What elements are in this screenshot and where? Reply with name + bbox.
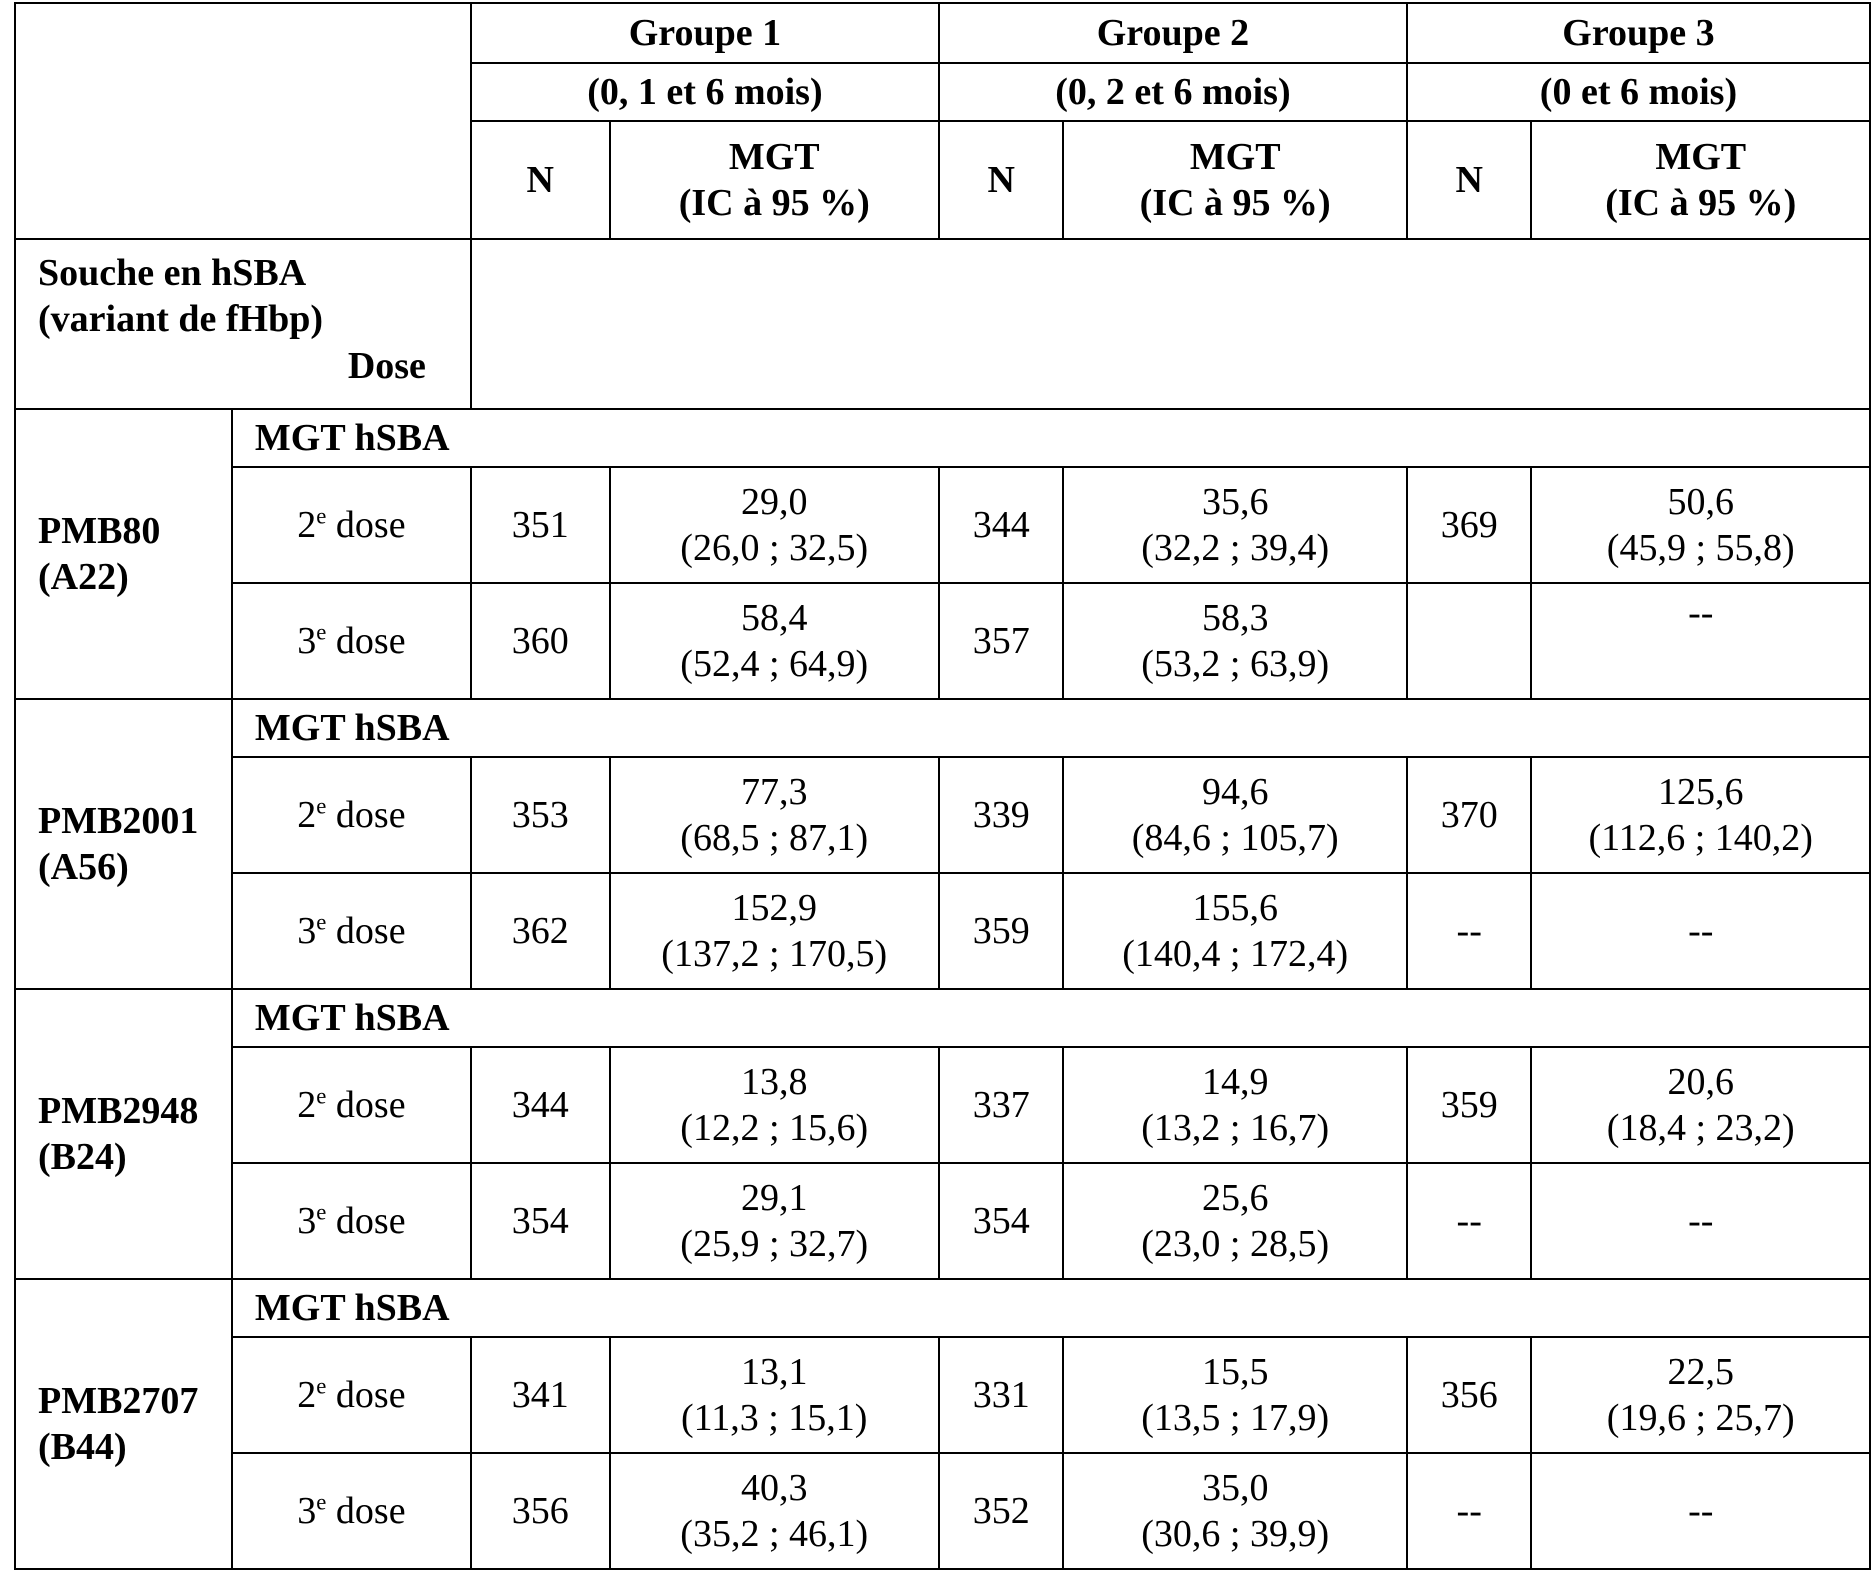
g2-mgt-value: 58,3 (1201, 596, 1269, 639)
strain-section-row (15, 989, 1870, 1047)
g3-mgt-cell (1531, 1453, 1870, 1569)
g3-n-cell: 359 (1407, 1047, 1532, 1163)
g1-mgt-value: 13,8 (740, 1060, 808, 1103)
g2-ci-value: (30,6 ; 39,9) (1141, 1513, 1330, 1555)
mgt-header-line2: (IC à 95 %) (1139, 182, 1331, 224)
group-1-header (471, 3, 939, 63)
group-3-header (1407, 3, 1870, 63)
g2-mgt-cell (1063, 873, 1406, 989)
dose-cell (232, 467, 471, 583)
mgt-hsba-label: MGT hSBA (232, 989, 1870, 1047)
g2-n-cell: 339 (939, 757, 1064, 873)
dose-number: 3 (297, 1199, 317, 1242)
g1-mgt-cell (610, 1163, 939, 1279)
g2-n-cell: 331 (939, 1337, 1064, 1453)
g3-mgt-cell (1531, 583, 1870, 699)
dose-cell (232, 1047, 471, 1163)
dose-ordinal: e (316, 909, 327, 935)
dose-word: dose (335, 619, 406, 662)
dose-ordinal: e (316, 1373, 327, 1399)
dose-number: 2 (297, 503, 317, 546)
g1-n-cell: 353 (471, 757, 610, 873)
group-1-name: Groupe 1 (628, 11, 782, 54)
table-row (15, 1453, 1870, 1569)
dose-number: 3 (297, 1489, 317, 1532)
dose-cell (232, 1163, 471, 1279)
g2-n-cell: 337 (939, 1047, 1064, 1163)
table-row (15, 467, 1870, 583)
g3-mgt-value: 20,6 (1667, 1060, 1734, 1103)
g1-ci-value: (52,4 ; 64,9) (680, 643, 869, 685)
dose-ordinal: e (316, 793, 327, 819)
strain-section-row (15, 699, 1870, 757)
table-row (15, 1047, 1870, 1163)
group-2-name: Groupe 2 (1096, 11, 1250, 54)
group-1-n-header: N (471, 121, 610, 239)
g3-n-cell: 370 (1407, 757, 1532, 873)
g2-mgt-cell (1063, 1047, 1406, 1163)
g1-mgt-cell (610, 873, 939, 989)
dose-ordinal: e (316, 1083, 327, 1109)
g1-mgt-cell (610, 583, 939, 699)
g3-mgt-value: -- (1688, 1489, 1714, 1532)
g1-mgt-cell (610, 1453, 939, 1569)
dose-word: dose (335, 909, 406, 952)
mgt-header-line1: MGT (1189, 135, 1281, 178)
corner-empty-cell (15, 3, 471, 239)
g2-ci-value: (53,2 ; 63,9) (1141, 643, 1330, 685)
g1-n-cell: 341 (471, 1337, 610, 1453)
mgt-hsba-label: MGT hSBA (232, 1279, 1870, 1337)
g2-ci-value: (13,2 ; 16,7) (1141, 1107, 1330, 1149)
g3-mgt-value: -- (1688, 592, 1714, 634)
dose-number: 2 (297, 793, 317, 836)
dose-cell (232, 757, 471, 873)
dose-ordinal: e (316, 619, 327, 645)
row-label-header (15, 239, 471, 409)
dose-word: dose (335, 1199, 406, 1242)
g1-mgt-value: 13,1 (740, 1350, 808, 1393)
g1-n-cell: 356 (471, 1453, 610, 1569)
g3-mgt-cell (1531, 1047, 1870, 1163)
g1-mgt-value: 152,9 (731, 886, 817, 929)
row-label-line2: (variant de fHbp) (38, 298, 323, 341)
dose-number: 2 (297, 1083, 317, 1126)
dose-cell (232, 1453, 471, 1569)
dose-number: 2 (297, 1373, 317, 1416)
g2-mgt-value: 25,6 (1201, 1176, 1269, 1219)
dose-ordinal: e (316, 1199, 327, 1225)
table-row (15, 873, 1870, 989)
g3-mgt-value: -- (1688, 909, 1714, 952)
g1-mgt-cell (610, 467, 939, 583)
dose-ordinal: e (316, 1489, 327, 1515)
g2-mgt-value: 35,6 (1201, 480, 1269, 523)
g1-mgt-value: 29,1 (740, 1176, 808, 1219)
g1-ci-value: (137,2 ; 170,5) (661, 933, 888, 975)
g2-mgt-cell (1063, 1163, 1406, 1279)
mgt-header-line2: (IC à 95 %) (1605, 182, 1797, 224)
g2-ci-value: (32,2 ; 39,4) (1141, 527, 1330, 569)
table-row (15, 1163, 1870, 1279)
g2-mgt-value: 15,5 (1201, 1350, 1269, 1393)
dose-cell (232, 583, 471, 699)
g1-n-cell: 344 (471, 1047, 610, 1163)
results-table (14, 2, 1871, 1570)
dose-cell (232, 873, 471, 989)
g2-mgt-value: 35,0 (1201, 1466, 1269, 1509)
g1-mgt-cell (610, 757, 939, 873)
g3-n-cell: -- (1407, 1163, 1532, 1279)
g2-n-cell: 357 (939, 583, 1064, 699)
g1-ci-value: (35,2 ; 46,1) (680, 1513, 869, 1555)
g1-ci-value: (68,5 ; 87,1) (680, 817, 869, 859)
g2-mgt-value: 94,6 (1201, 770, 1269, 813)
g2-n-cell: 352 (939, 1453, 1064, 1569)
group-2-schedule: (0, 2 et 6 mois) (939, 63, 1407, 121)
g3-ci-value: (18,4 ; 23,2) (1606, 1107, 1795, 1149)
table-row (15, 1337, 1870, 1453)
group-3-name: Groupe 3 (1562, 11, 1715, 54)
g2-n-cell: 359 (939, 873, 1064, 989)
mgt-header-line1: MGT (728, 135, 820, 178)
g3-n-cell: -- (1407, 1453, 1532, 1569)
g3-mgt-value: 50,6 (1667, 480, 1734, 523)
g1-ci-value: (26,0 ; 32,5) (680, 527, 869, 569)
g2-mgt-cell (1063, 467, 1406, 583)
g1-mgt-value: 77,3 (740, 770, 808, 813)
g1-mgt-value: 29,0 (740, 480, 808, 523)
g2-ci-value: (140,4 ; 172,4) (1122, 933, 1349, 975)
g1-mgt-cell (610, 1047, 939, 1163)
g1-ci-value: (11,3 ; 15,1) (681, 1397, 868, 1439)
g2-ci-value: (13,5 ; 17,9) (1141, 1397, 1330, 1439)
row-label-dose: Dose (347, 344, 426, 387)
group-2-header (939, 3, 1407, 63)
g2-mgt-value: 155,6 (1192, 886, 1278, 929)
dose-word: dose (335, 1373, 406, 1416)
g3-mgt-cell (1531, 1337, 1870, 1453)
group-2-mgt-header (1063, 121, 1406, 239)
dose-word: dose (335, 503, 406, 546)
dose-ordinal: e (316, 503, 327, 529)
g2-mgt-cell (1063, 583, 1406, 699)
mgt-header-line1: MGT (1655, 135, 1747, 178)
dose-number: 3 (297, 619, 317, 662)
g3-ci-value: (19,6 ; 25,7) (1606, 1397, 1795, 1439)
g3-ci-value: (112,6 ; 140,2) (1588, 817, 1813, 859)
dose-number: 3 (297, 909, 317, 952)
g3-ci-value: (45,9 ; 55,8) (1606, 527, 1795, 569)
g1-mgt-cell (610, 1337, 939, 1453)
g2-n-cell: 354 (939, 1163, 1064, 1279)
g2-mgt-cell (1063, 1337, 1406, 1453)
g3-mgt-value: 125,6 (1657, 770, 1744, 813)
g3-mgt-cell (1531, 873, 1870, 989)
g1-ci-value: (25,9 ; 32,7) (680, 1223, 869, 1265)
group-3-mgt-header (1531, 121, 1870, 239)
dose-word: dose (335, 1489, 406, 1532)
mgt-header-line2: (IC à 95 %) (678, 182, 870, 224)
g2-mgt-cell (1063, 1453, 1406, 1569)
g1-n-cell: 351 (471, 467, 610, 583)
strain-section-row (15, 1279, 1870, 1337)
g2-mgt-cell (1063, 757, 1406, 873)
dose-word: dose (335, 793, 406, 836)
group-3-n-header: N (1407, 121, 1532, 239)
table-row (15, 583, 1870, 699)
g3-mgt-cell (1531, 467, 1870, 583)
g3-mgt-cell (1531, 757, 1870, 873)
g1-n-cell: 362 (471, 873, 610, 989)
g1-mgt-value: 40,3 (740, 1466, 808, 1509)
row-label-empty (471, 239, 1870, 409)
strain-name: PMB2948 (B24) (15, 989, 232, 1279)
mgt-hsba-label: MGT hSBA (232, 409, 1870, 467)
g1-ci-value: (12,2 ; 15,6) (680, 1107, 869, 1149)
strain-name: PMB2707 (B44) (15, 1279, 232, 1569)
g3-n-cell: -- (1407, 873, 1532, 989)
g3-n-cell: 369 (1407, 467, 1532, 583)
table-row (15, 757, 1870, 873)
dose-word: dose (335, 1083, 406, 1126)
g2-ci-value: (84,6 ; 105,7) (1131, 817, 1339, 859)
g3-mgt-value: -- (1688, 1199, 1714, 1242)
g2-mgt-value: 14,9 (1201, 1060, 1269, 1103)
g2-ci-value: (23,0 ; 28,5) (1141, 1223, 1330, 1265)
group-1-mgt-header (610, 121, 939, 239)
dose-cell (232, 1337, 471, 1453)
group-2-n-header: N (939, 121, 1064, 239)
strain-section-row (15, 409, 1870, 467)
g3-n-cell: 356 (1407, 1337, 1532, 1453)
strain-name: PMB80 (A22) (15, 409, 232, 699)
g3-mgt-cell (1531, 1163, 1870, 1279)
g3-n-cell (1407, 583, 1532, 699)
group-3-schedule: (0 et 6 mois) (1407, 63, 1870, 121)
g1-mgt-value: 58,4 (740, 596, 808, 639)
mgt-hsba-label: MGT hSBA (232, 699, 1870, 757)
strain-name: PMB2001 (A56) (15, 699, 232, 989)
g2-n-cell: 344 (939, 467, 1064, 583)
g3-mgt-value: 22,5 (1667, 1350, 1734, 1393)
group-1-schedule: (0, 1 et 6 mois) (471, 63, 939, 121)
g1-n-cell: 360 (471, 583, 610, 699)
g1-n-cell: 354 (471, 1163, 610, 1279)
row-label-line1: Souche en hSBA (38, 252, 307, 294)
